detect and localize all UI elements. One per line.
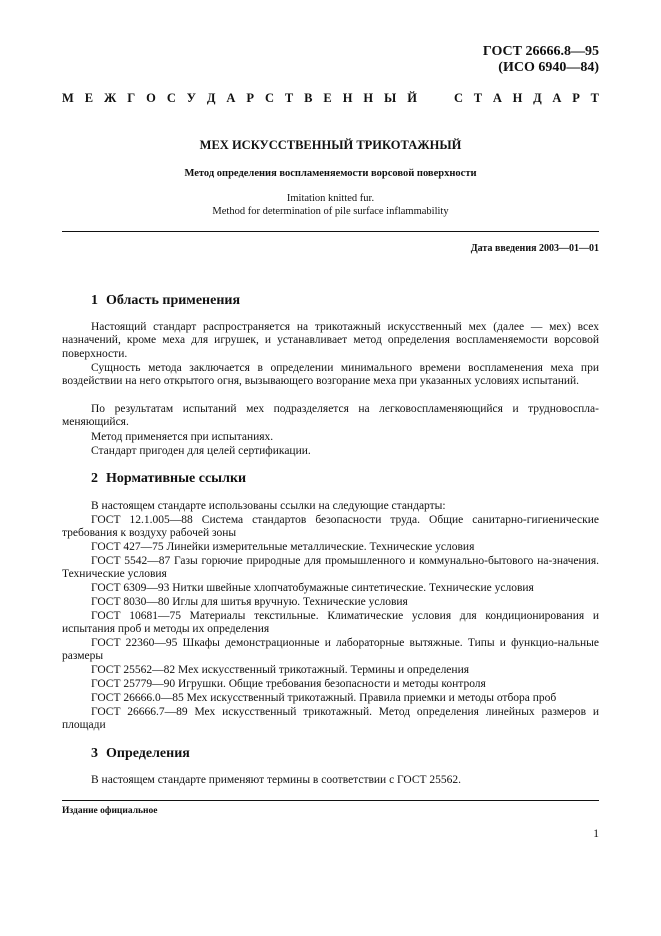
reference-item: ГОСТ 25779—90 Игрушки. Общие требования безопасности и методы контроля <box>91 678 486 690</box>
banner-word-standard <box>454 91 599 106</box>
reference-item: ГОСТ 22360—95 Шкафы демонстрационные и лабораторные вытяжные. Типы и функцио-нальные размеры <box>62 637 599 663</box>
banner-word-interstate <box>62 91 417 106</box>
english-title-line-1: Imitation knitted fur. <box>286 193 375 204</box>
banner-letter: Т <box>590 91 599 105</box>
title-divider <box>62 231 599 232</box>
banner-letter: Й <box>407 91 417 105</box>
interstate-standard-banner <box>62 91 599 106</box>
section-title: Область применения <box>106 293 241 308</box>
gost-number: ГОСТ 26666.8—95 <box>482 44 599 59</box>
reference-item: ГОСТ 12.1.005—88 Система стандартов безопасности труда. Общие санитарно-гигиенические требования к воздуху рабочей зоны <box>62 514 599 540</box>
banner-letter: А <box>226 91 236 105</box>
banner-letter: А <box>492 91 502 105</box>
document-title: МЕХ ИСКУССТВЕННЫЙ ТРИКОТАЖНЫЙ <box>199 138 462 152</box>
banner-letter: Р <box>246 91 255 105</box>
banner-letter: Т <box>284 91 294 105</box>
paragraph: По результатам испытаний мех подразделяется на легковоспламеняющийся и трудновоспла-меняющийся. <box>62 403 599 429</box>
banner-letter: С <box>264 91 274 105</box>
banner-letter: С <box>166 91 176 105</box>
banner-letter: М <box>62 91 74 105</box>
section-number: 2 <box>91 471 98 486</box>
introduction-date: Дата введения 2003—01—01 <box>470 243 599 254</box>
banner-letter: Н <box>363 91 374 105</box>
banner-letter: Е <box>84 91 94 105</box>
banner-letter: Н <box>342 91 353 105</box>
section-title: Нормативные ссылки <box>106 471 247 486</box>
gost-designation <box>483 44 599 76</box>
paragraph: Стандарт пригоден для целей сертификации. <box>91 445 311 457</box>
banner-letter: Г <box>127 91 136 105</box>
footer-divider <box>62 800 599 801</box>
paragraph: Сущность метода заключается в определении минимального времени воспламенения меха при воздействии на него открытого огня, вызывающего возгорание меха при указанных условиях испытаний. <box>62 362 599 388</box>
paragraph: Метод применяется при испытаниях. <box>91 431 274 443</box>
reference-item: ГОСТ 26666.7—89 Мех искусственный трикотажный. Метод определения линейных размеров и площади <box>62 706 599 732</box>
reference-item: ГОСТ 5542—87 Газы горючие природные для промышленного и коммунально-бытового на-значения. Технические условия <box>62 555 599 581</box>
section-title: Определения <box>106 746 190 761</box>
banner-letter: В <box>304 91 313 105</box>
banner-letter: Р <box>572 91 580 105</box>
iso-number: (ИСО 6940—84) <box>498 60 599 75</box>
section-3-heading <box>91 746 190 762</box>
reference-item: ГОСТ 8030—80 Иглы для шитья вручную. Технические условия <box>91 596 408 608</box>
banner-letter: Т <box>473 91 483 105</box>
paragraph: В настоящем стандарте применяют термины в соответствии с ГОСТ 25562. <box>91 774 462 786</box>
section-number: 3 <box>91 746 98 761</box>
section-number: 1 <box>91 293 98 308</box>
banner-letter: У <box>186 91 196 105</box>
section-2-heading <box>91 471 246 487</box>
banner-letter: А <box>552 91 562 105</box>
banner-letter: Д <box>206 91 216 105</box>
paragraph: В настоящем стандарте использованы ссылки на следующие стандарты: <box>91 500 446 512</box>
reference-item: ГОСТ 6309—93 Нитки швейные хлопчатобумажные синтетические. Технические условия <box>91 582 534 594</box>
section-1-heading <box>91 293 240 309</box>
banner-letter: Ж <box>104 91 117 105</box>
english-title <box>0 192 661 218</box>
reference-item: ГОСТ 26666.0—85 Мех искусственный трикотажный. Правила приемки и методы отбора проб <box>91 692 557 704</box>
reference-item: ГОСТ 25562—82 Мех искусственный трикотажный. Термины и определения <box>91 664 470 676</box>
method-subtitle: Метод определения воспламеняемости ворсовой поверхности <box>184 168 477 179</box>
page-number: 1 <box>593 828 599 840</box>
banner-letter: О <box>146 91 156 105</box>
banner-letter: С <box>454 91 464 105</box>
paragraph: Настоящий стандарт распространяется на трикотажный искусственный мех (далее — мех) всех назначений, кроме меха для игрушек, и устанавливает метод определения воспламеняемости ворсовой поверхности. <box>62 321 599 360</box>
banner-letter: Е <box>323 91 332 105</box>
reference-item: ГОСТ 10681—75 Материалы текстильные. Климатические условия для кондиционирования и испытания проб и методы их определения <box>62 610 599 636</box>
banner-letter: Н <box>512 91 523 105</box>
english-title-line-2: Method for determination of pile surface inflammability <box>212 206 449 217</box>
banner-letter: Ы <box>384 91 397 105</box>
official-edition-note: Издание официальное <box>62 806 158 816</box>
reference-item: ГОСТ 427—75 Линейки измерительные металлические. Технические условия <box>91 541 475 553</box>
banner-letter: Д <box>533 91 542 105</box>
